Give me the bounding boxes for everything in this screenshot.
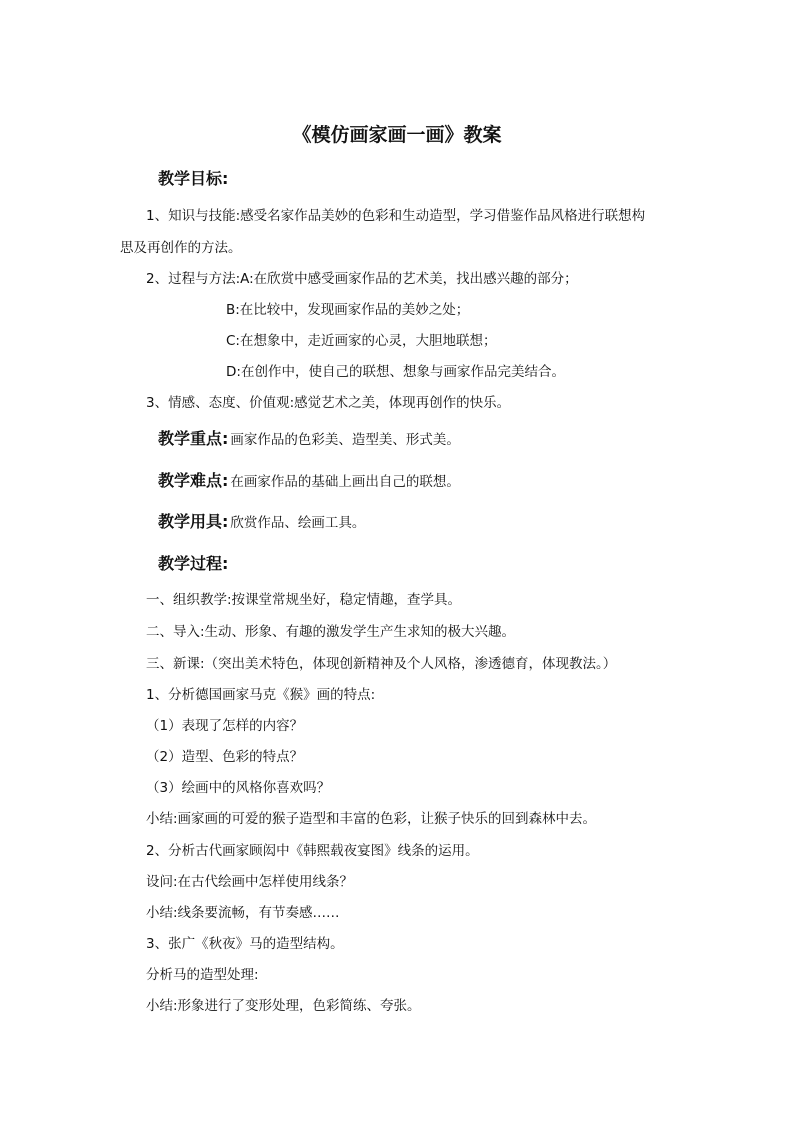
process-line: 设问:在古代绘画中怎样使用线条？	[146, 874, 354, 890]
process-line: 二、导入:生动、形象、有趣的激发学生产生求知的极大兴趣。	[146, 624, 516, 640]
process-line: 三、新课:（突出美术特色，体现创新精神及个人风格，渗透德育，体现教法。）	[146, 656, 617, 672]
process-line: 分析马的造型处理:	[146, 967, 259, 983]
key-point-text: 画家作品的色彩美、造型美、形式美。	[230, 432, 460, 448]
document-title: 《模仿画家画一画》教案	[292, 124, 502, 146]
process-line: （2）造型、色彩的特点？	[146, 749, 304, 765]
tools-section	[158, 511, 365, 534]
process-line: 小结:形象进行了变形处理，色彩简练、夸张。	[146, 998, 421, 1014]
process-line: 1、分析德国画家马克《猴》画的特点:	[146, 687, 376, 703]
objective-item-1-line-2: 思及再创作的方法。	[120, 240, 242, 256]
objective-item-1-line-1: 1、知识与技能:感受名家作品美妙的色彩和生动造型，学习借鉴作品风格进行联想构	[146, 208, 646, 224]
key-point-section	[158, 428, 460, 451]
process-line: 小结:线条要流畅，有节奏感……	[146, 905, 340, 921]
objectives-heading: 教学目标:	[158, 169, 229, 188]
difficulty-section	[158, 470, 460, 493]
tools-heading: 教学用具:	[158, 512, 229, 531]
objective-item-2-a: 2、过程与方法:A:在欣赏中感受画家作品的艺术美，找出感兴趣的部分；	[146, 271, 578, 287]
process-section	[158, 553, 230, 575]
objectives-section	[158, 168, 230, 190]
key-point-heading: 教学重点:	[158, 429, 229, 448]
process-heading: 教学过程:	[158, 554, 229, 573]
objective-item-2-b: B:在比较中，发现画家作品的美妙之处；	[226, 302, 470, 318]
process-line: 3、张广《秋夜》马的造型结构。	[146, 936, 344, 952]
tools-text: 欣赏作品、绘画工具。	[230, 515, 366, 531]
process-line: （3）绘画中的风格你喜欢吗？	[146, 780, 331, 796]
objective-item-2-c: C:在想象中，走近画家的心灵，大胆地联想；	[226, 333, 497, 349]
objective-item-3: 3、情感、态度、价值观:感觉艺术之美，体现再创作的快乐。	[146, 395, 511, 411]
difficulty-text: 在画家作品的基础上画出自己的联想。	[230, 474, 460, 490]
process-line: 一、组织教学:按课堂常规坐好，稳定情趣，查学具。	[146, 592, 462, 608]
process-line: 2、分析古代画家顾闳中《韩熙载夜宴图》线条的运用。	[146, 843, 479, 859]
process-line: 小结:画家画的可爱的猴子造型和丰富的色彩，让猴子快乐的回到森林中去。	[146, 811, 597, 827]
process-line: （1）表现了怎样的内容？	[146, 718, 304, 734]
difficulty-heading: 教学难点:	[158, 471, 229, 490]
objective-item-2-d: D:在创作中，使自己的联想、想象与画家作品完美结合。	[226, 364, 565, 380]
